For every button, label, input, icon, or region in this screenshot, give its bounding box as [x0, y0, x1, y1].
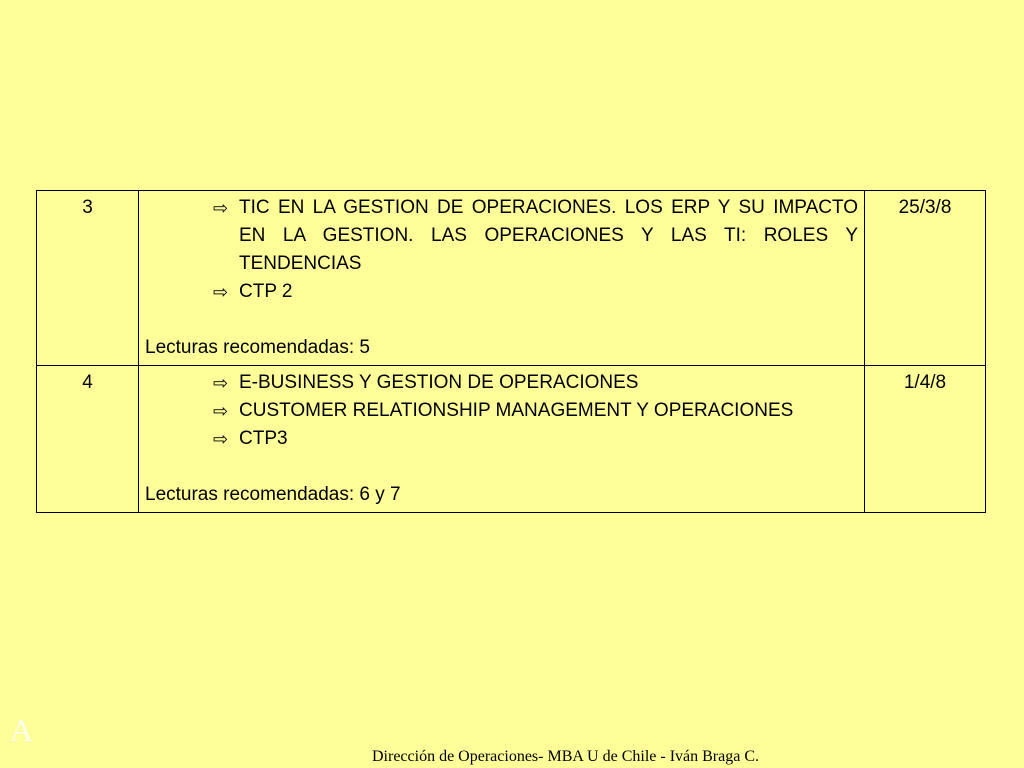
session-number: 4 — [37, 366, 139, 513]
topic-text: TIC EN LA GESTION DE OPERACIONES. LOS ERP Y SU IMPACTO EN LA GESTION. LAS OPERACIONES Y LAS TI: ROLES Y TENDENCIAS — [239, 197, 858, 274]
session-date: 1/4/8 — [865, 366, 986, 513]
arrow-right-icon: ⇨ — [213, 198, 229, 218]
list-item — [205, 194, 858, 278]
topic-text: E-BUSINESS Y GESTION DE OPERACIONES — [239, 372, 639, 393]
arrow-right-icon: ⇨ — [213, 401, 229, 421]
arrow-right-icon: ⇨ — [213, 429, 229, 449]
arrow-right-icon: ⇨ — [213, 282, 229, 302]
session-date: 25/3/8 — [865, 191, 986, 366]
slide-footer: Dirección de Operaciones- MBA U de Chile - Iván Braga C. — [372, 748, 759, 765]
topic-text: CTP 2 — [239, 281, 293, 302]
list-item — [205, 278, 858, 306]
schedule-table — [36, 190, 986, 513]
session-content — [139, 366, 865, 513]
session-number: 3 — [37, 191, 139, 366]
table-row — [37, 366, 986, 513]
list-item — [205, 369, 858, 397]
topic-text: CTP3 — [239, 428, 288, 449]
spacer — [145, 453, 858, 481]
arrow-right-icon: ⇨ — [213, 373, 229, 393]
session-content — [139, 191, 865, 366]
recommended-readings: Lecturas recomendadas: 6 y 7 — [145, 484, 401, 505]
spacer — [145, 306, 858, 334]
list-item — [205, 397, 858, 425]
table-row — [37, 191, 986, 366]
topic-list — [145, 369, 858, 453]
topic-list — [145, 194, 858, 306]
corner-letter-mark: A — [10, 712, 34, 748]
topic-text: CUSTOMER RELATIONSHIP MANAGEMENT Y OPERACIONES — [239, 400, 794, 421]
list-item — [205, 425, 858, 453]
recommended-readings: Lecturas recomendadas: 5 — [145, 337, 370, 358]
